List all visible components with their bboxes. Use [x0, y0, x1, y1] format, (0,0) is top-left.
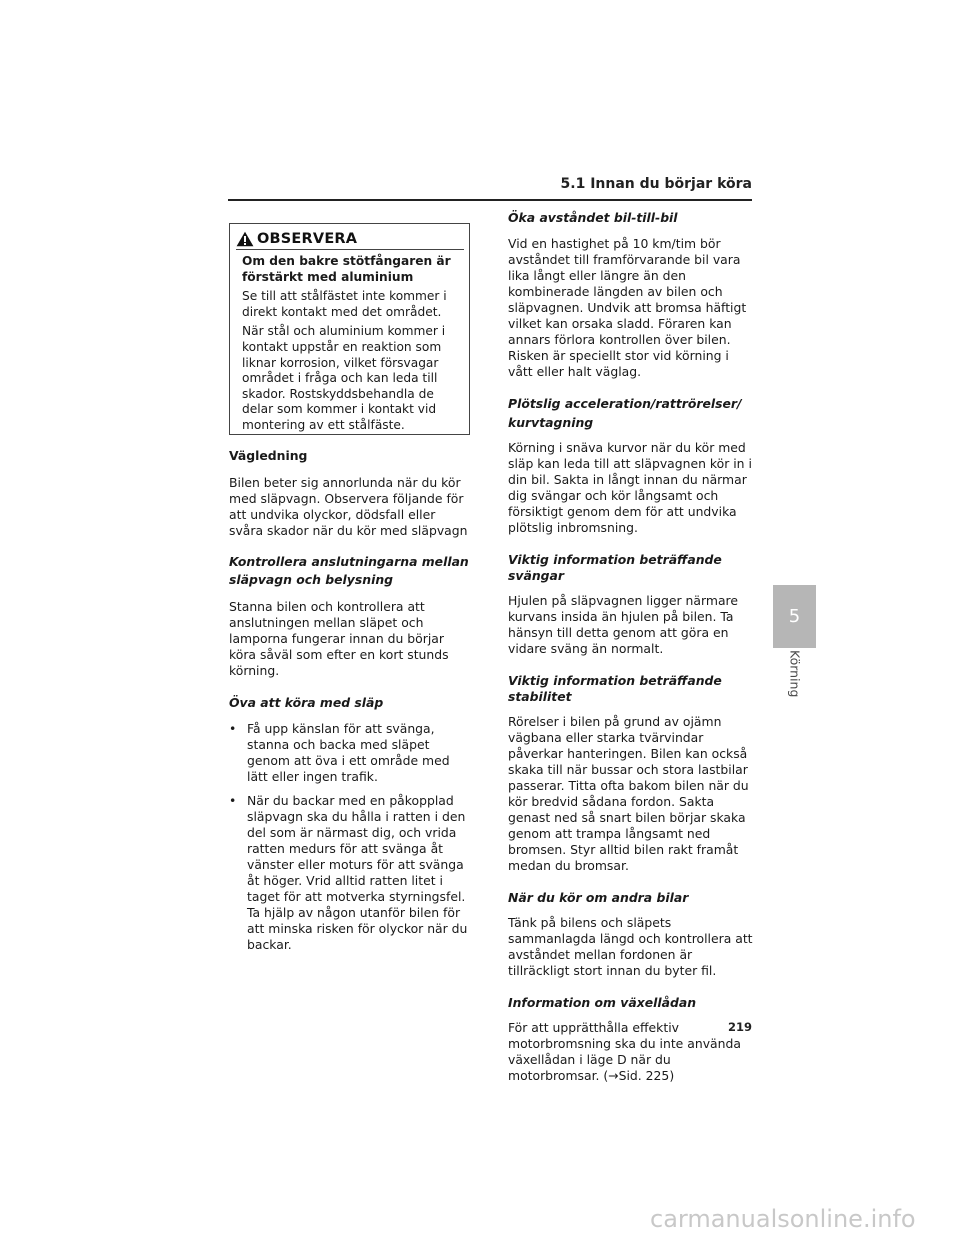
chapter-number: 5 [788, 606, 801, 627]
left-column [229, 448, 472, 953]
section-heading: Plötslig acceleration/rattrörelser/ kurvtagning [508, 396, 742, 430]
section-text: För att upprätthålla effektiv motorbromsning ska du inte använda växellådan i läge D när du motorbromsar. (→Sid. 225) [508, 1020, 741, 1083]
section-text: Körning i snäva kurvor när du kör med släp kan leda till att släpvagnen kör in i din bil. Sakta in långt innan du närmar dig svängar och kör långsamt och försiktigt genom dem för att undvika plötslig inbromsning. [508, 440, 752, 535]
section-heading: När du kör om andra bilar [508, 890, 689, 905]
list-item-text: Få upp känslan för att svänga, stanna och backa med släpet genom att öva i ett område med lätt eller ingen trafik. [247, 721, 450, 784]
section-heading: Viktig information beträffande stabilitet [508, 673, 722, 704]
bullet-icon: • [229, 793, 237, 808]
page-number: 219 [727, 1020, 752, 1034]
section-text: Tänk på bilens och släpets sammanlagda längd och kontrollera att avståndet mellan fordonen är tillräckligt stort innan du byter fil. [508, 915, 753, 978]
section-heading: Öva att köra med släp [229, 695, 384, 710]
list-item-text: När du backar med en påkopplad släpvagn ska du hålla i ratten i den del som är närmast dig, och vrida ratten medurs för att svänga åt vänster eller moturs för att svänga åt höger. Vrid alltid ratten litet i taget för att motverka styrningsfel. Ta hjälp av någon utanför bilen för att minska risken för olyckor när du backar. [247, 793, 468, 952]
section-heading: Vägledning [229, 448, 308, 463]
watermark: carmanualsonline.info [650, 1205, 916, 1233]
section-text: Stanna bilen och kontrollera att anslutningen mellan släpet och lamporna fungerar innan du börjar köra såväl som efter en kort stunds körning. [229, 599, 449, 678]
bullet-icon: • [229, 721, 237, 736]
section-heading: Viktig information beträffande svängar [508, 552, 722, 583]
section-heading: Öka avståndet bil-till-bil [508, 210, 678, 225]
warning-title: OBSERVERA [257, 230, 358, 247]
section-heading: Information om växellådan [508, 995, 697, 1010]
list-item [229, 793, 472, 953]
warning-paragraph: Se till att stålfästet inte kommer i direkt kontakt med det området. [242, 289, 447, 319]
warning-header [236, 228, 464, 250]
section-text: Rörelser i bilen på grund av ojämn vägbana eller starka tvärvindar påverkar hanteringen. Bilen kan också skaka till när bussar och stora lastbilar passerar. Titta ofta bakom bilen när du kör bredvid sådana fordon. Sakta genast ned så snart bilen börjar skaka genom att trampa långsamt ned bromsen. Styr alltid bilen rakt framåt medan du bromsar. [508, 714, 749, 873]
header-rule [228, 199, 752, 201]
chapter-tab [773, 585, 816, 648]
section-title: 5.1 Innan du börjar köra [560, 176, 752, 192]
warning-triangle-icon [236, 231, 254, 247]
section-text: Hjulen på släpvagnen ligger närmare kurvans insida än hjulen på bilen. Ta hänsyn till detta genom att göra en vidare sväng än normalt. [508, 593, 738, 656]
section-heading: Kontrollera anslutningarna mellan släpvagn och belysning [229, 554, 469, 587]
warning-box [229, 223, 470, 435]
section-text: Bilen beter sig annorlunda när du kör med släpvagn. Observera följande för att undvika olyckor, dödsfall eller svåra skador när du kör med släpvagn [229, 475, 468, 538]
section-text: Vid en hastighet på 10 km/tim bör avståndet till framförvarande bil vara lika långt eller längre än den kombinerade längden av bilen och släpvagnen. Undvik att bromsa häftigt vilket kan orsaka sladd. Föraren kan annars förlora kontrollen över bilen. Risken är speciellt stor vid körning i vått eller halt väglag. [508, 236, 747, 379]
warning-body [242, 254, 466, 438]
chapter-label: Körning [787, 650, 803, 698]
list-item [229, 721, 472, 785]
warning-paragraph: När stål och aluminium kommer i kontakt uppstår en reaktion som liknar korrosion, vilket försvagar området i fråga och kan leda till skador. Rostskyddsbehandla de delar som kommer i kontakt vid montering av ett stålfäste. [242, 324, 446, 432]
right-column [508, 210, 754, 1084]
warning-subheading: Om den bakre stötfångaren är förstärkt med aluminium [242, 254, 451, 284]
